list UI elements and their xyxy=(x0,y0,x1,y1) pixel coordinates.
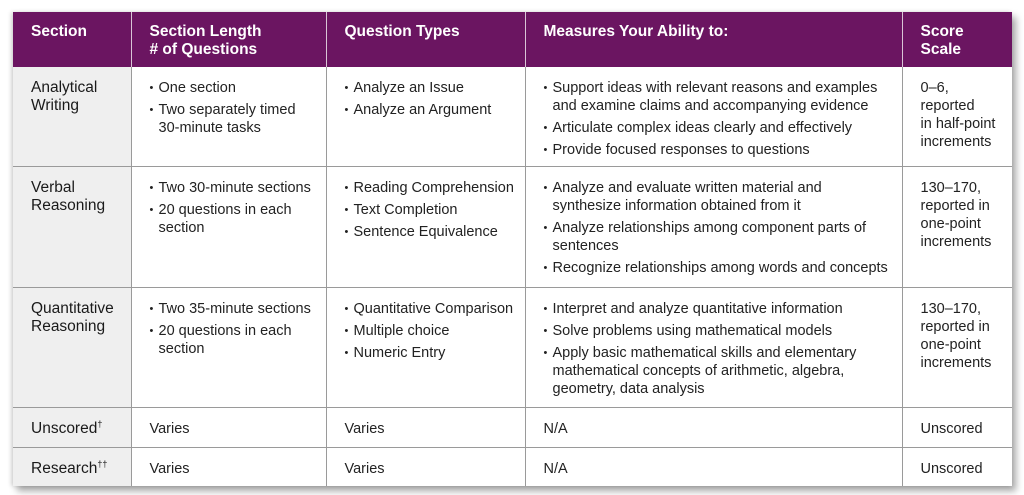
section-name: Analytical Writing xyxy=(13,67,131,167)
header-measures: Measures Your Ability to: xyxy=(525,12,902,67)
question-types-cell: Varies xyxy=(326,447,525,486)
list-item: • Sentence Equivalence xyxy=(345,223,517,241)
measures-cell xyxy=(525,67,902,167)
section-name: Unscored xyxy=(31,420,98,438)
header-section-length: Section Length # of Questions xyxy=(131,12,326,67)
list-item: • 20 questions in each section xyxy=(150,201,318,237)
table-row-analytical-writing xyxy=(13,67,1012,167)
question-types-cell xyxy=(326,287,525,407)
measures-cell: N/A xyxy=(525,447,902,486)
table-row-research xyxy=(13,447,1012,486)
score-scale-cell: 130–170, reported in one-point increments xyxy=(902,287,1012,407)
list-item: • Articulate complex ideas clearly and effectively xyxy=(544,119,894,137)
list-item: • Numeric Entry xyxy=(345,344,517,362)
list-item: • Support ideas with relevant reasons and examples and examine claims and accompanying evidence xyxy=(544,79,894,115)
measures-cell: N/A xyxy=(525,408,902,447)
measures-cell xyxy=(525,167,902,287)
header-section: Section xyxy=(13,12,131,67)
list-item: • Analyze an Issue xyxy=(345,79,517,97)
list-item: • Two 35-minute sections xyxy=(150,300,318,318)
gre-structure-table xyxy=(13,12,1012,486)
list-item: • Two separately timed 30-minute tasks xyxy=(150,101,318,137)
question-types-cell: Varies xyxy=(326,408,525,447)
list-item: • Recognize relationships among words and concepts xyxy=(544,259,894,277)
table-row-quantitative-reasoning xyxy=(13,287,1012,407)
list-item: • Apply basic mathematical skills and elementary mathematical concepts of arithmetic, algebra, geometry, data analysis xyxy=(544,344,894,398)
list-item: • Quantitative Comparison xyxy=(345,300,517,318)
list-item: • Analyze an Argument xyxy=(345,101,517,119)
section-name: Verbal Reasoning xyxy=(13,167,131,287)
list-item: • Text Completion xyxy=(345,201,517,219)
section-length-cell xyxy=(131,167,326,287)
score-scale-cell: Unscored xyxy=(920,460,983,477)
list-item: • Multiple choice xyxy=(345,322,517,340)
section-length-cell xyxy=(131,67,326,167)
table-row-unscored xyxy=(13,408,1012,447)
list-item: • One section xyxy=(150,79,318,97)
list-item: • Provide focused responses to questions xyxy=(544,141,894,159)
list-item: • Analyze and evaluate written material and synthesize information obtained from it xyxy=(544,179,894,215)
footnote-mark: †† xyxy=(97,458,108,469)
section-length-cell: Varies xyxy=(131,408,326,447)
header-score-scale: Score Scale xyxy=(902,12,1012,67)
header-question-types: Question Types xyxy=(326,12,525,67)
question-types-cell xyxy=(326,67,525,167)
list-item: • Reading Comprehension xyxy=(345,179,517,197)
section-length-cell: Varies xyxy=(131,447,326,486)
section-name: Research xyxy=(31,459,98,477)
gre-structure-table-frame xyxy=(13,12,1012,486)
section-name-cell xyxy=(13,447,131,486)
score-scale-cell: 130–170, reported in one-point increments xyxy=(902,167,1012,287)
list-item: • Solve problems using mathematical models xyxy=(544,322,894,340)
table-row-verbal-reasoning xyxy=(13,167,1012,287)
measures-cell xyxy=(525,287,902,407)
score-scale-cell: Unscored xyxy=(902,408,1012,447)
section-name-cell xyxy=(13,408,131,447)
section-name: Quantitative Reasoning xyxy=(13,287,131,407)
section-length-cell xyxy=(131,287,326,407)
score-scale-cell: 0–6, reported in half-point increments xyxy=(902,67,1012,167)
header-row xyxy=(13,12,1012,67)
list-item: • 20 questions in each section xyxy=(150,322,318,358)
list-item: • Two 30-minute sections xyxy=(150,179,318,197)
list-item: • Interpret and analyze quantitative information xyxy=(544,300,894,318)
question-types-cell xyxy=(326,167,525,287)
footnote-mark: † xyxy=(97,419,103,430)
list-item: • Analyze relationships among component parts of sentences xyxy=(544,219,894,255)
